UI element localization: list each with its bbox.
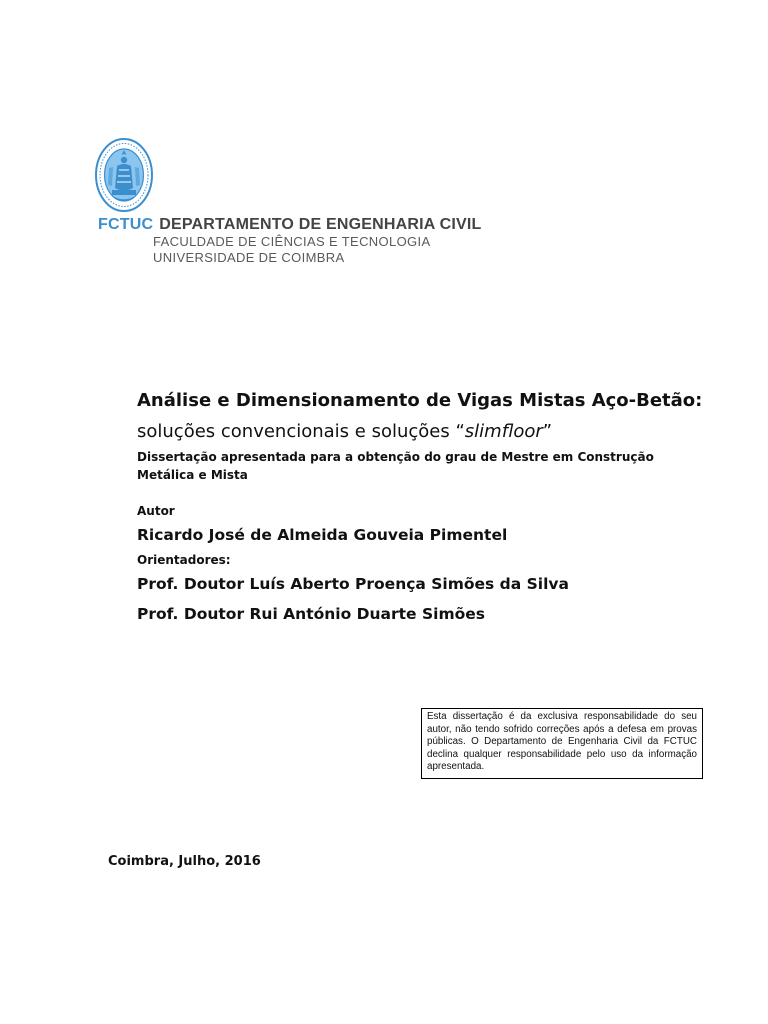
faculty-name: FACULDADE DE CIÊNCIAS E TECNOLOGIA: [153, 234, 431, 249]
author-name: Ricardo José de Almeida Gouveia Pimentel: [137, 526, 508, 544]
place-date: Coimbra, Julho, 2016: [108, 854, 261, 869]
advisors-label: Orientadores:: [137, 553, 231, 567]
department-line: [98, 216, 482, 234]
university-name: UNIVERSIDADE DE COIMBRA: [153, 250, 345, 265]
advisor-name: Prof. Doutor Rui António Duarte Simões: [137, 605, 485, 623]
advisor-name: Prof. Doutor Luís Aberto Proença Simões da Silva: [137, 575, 569, 593]
disclaimer-box: Esta dissertação é da exclusiva responsabilidade do seu autor, não tendo sofrido correções após a defesa em provas públicas. O Departamento de Engenharia Civil da FCTUC declina qualquer responsabilidade pelo uso da informação apresentada.: [421, 708, 703, 779]
fctuc-logo-text: FCTUC: [98, 216, 154, 233]
subtitle-prefix: soluções convencionais e soluções “: [137, 421, 465, 442]
subtitle-italic: slimfloor: [464, 421, 543, 442]
dissertation-description: Dissertação apresentada para a obtenção do grau de Mestre em Construção Metálica e Mista: [137, 450, 654, 482]
department-name: DEPARTAMENTO DE ENGENHARIA CIVIL: [159, 216, 482, 233]
author-label: Autor: [137, 504, 175, 518]
subtitle-suffix: ”: [542, 421, 553, 442]
institution-header: [95, 138, 483, 266]
thesis-title: Análise e Dimensionamento de Vigas Mistas Aço-Betão:: [137, 390, 703, 411]
university-seal-icon: [95, 138, 153, 212]
thesis-subtitle: [137, 419, 737, 445]
